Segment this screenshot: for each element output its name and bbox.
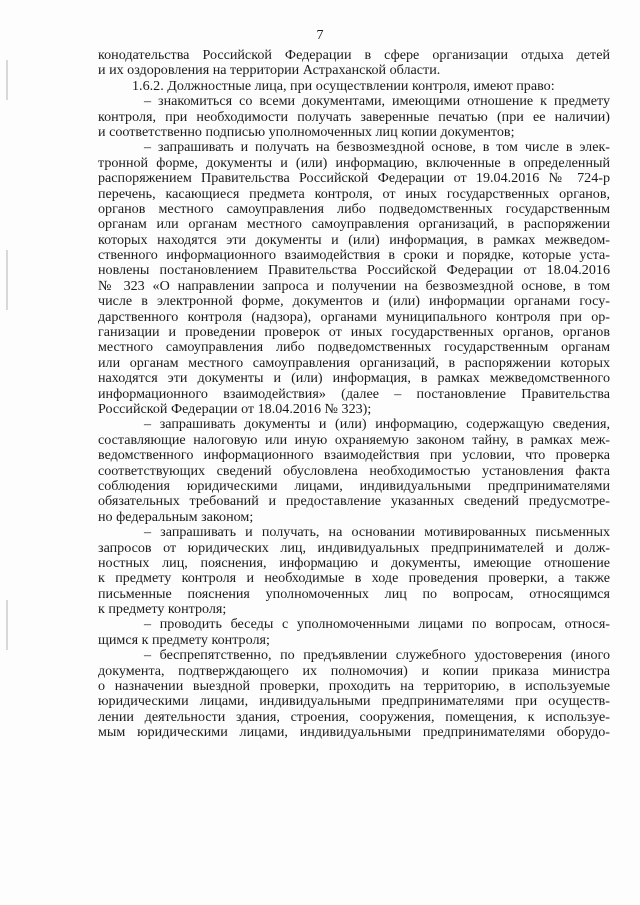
text-line: соответствующих сведений обусловлена необходимостью установления факта xyxy=(98,463,610,479)
text-line: соблюдения юридическими лицами, индивидуальными предпринимателями xyxy=(98,478,610,494)
text-line: местного самоуправления либо подведомственных государственным органам xyxy=(98,340,610,356)
text-line: перечень, касающиеся предмета контроля, от иных государственных органов, xyxy=(98,186,610,202)
text-line: находятся эти документы и (или) информация, в рамках межведомственного xyxy=(98,371,610,387)
text-line: которых находятся эти документы и (или) информация, в рамках межведом- xyxy=(98,232,610,248)
text-line: – беспрепятственно, по предъявлении служебного удостоверения (иного xyxy=(144,648,610,664)
text-line: – запрашивать и получать на безвозмездной основе, в том числе в элек- xyxy=(144,140,610,156)
text-line: новлены постановлением Правительства Российской Федерации от 18.04.2016 xyxy=(98,263,610,279)
text-line: дарственного контроля (надзора), органами муниципального контроля при ор- xyxy=(98,309,610,325)
text-line: органам или органам местного самоуправления организаций, в распоряжении xyxy=(98,217,610,233)
text-line: но федеральным законом; xyxy=(98,509,254,525)
scan-margin-mark xyxy=(6,250,8,310)
text-line: – знакомиться со всеми документами, имеющими отношение к предмету xyxy=(144,94,610,110)
text-line: о назначении выездной проверки, проходить на территорию, в используемые xyxy=(98,679,610,695)
text-line: лении деятельности здания, строения, сооружения, помещения, к используе- xyxy=(98,709,610,725)
text-line: № 323 «О направлении запроса и получении на безвозмездной основе, в том xyxy=(98,278,610,294)
text-line: – проводить беседы с уполномоченными лицами по вопросам, относя- xyxy=(144,617,610,633)
text-line: юридическими лицами, индивидуальными предпринимателями при осуществ- xyxy=(98,694,610,710)
text-line: распоряжением Правительства Российской Федерации от 19.04.2016 № 724-р xyxy=(98,171,610,187)
text-line: составляющие налоговую или иную охраняемую законом тайну, в рамках меж- xyxy=(98,432,610,448)
text-line: 1.6.2. Должностные лица, при осуществлении контроля, имеют право: xyxy=(132,78,555,94)
text-line: информационного взаимодействия» (далее – постановление Правительства xyxy=(98,386,610,402)
text-line: письменные пояснения уполномоченных лиц по вопросам, относящимся xyxy=(98,586,610,602)
page-number: 7 xyxy=(316,28,324,43)
text-line: контроля, при необходимости получать заверенные печатью (при ее наличии) xyxy=(98,109,610,125)
text-line: органов местного самоуправления либо подведомственных государственным xyxy=(98,201,610,217)
text-line: тронной форме, документы и (или) информацию, включенные в определенный xyxy=(98,155,610,171)
text-line: числе в электронной форме, документов и (или) информации органами госу- xyxy=(98,294,610,310)
text-line: ностных лиц, пояснения, информацию и документы, имеющие отношение xyxy=(98,555,610,571)
text-line: к предмету контроля и необходимые в ходе проведения проверки, а также xyxy=(98,571,610,587)
text-line: – запрашивать и получать, на основании мотивированных письменных xyxy=(144,525,610,541)
text-line: мым юридическими лицами, индивидуальными предпринимателями оборудо- xyxy=(98,725,610,741)
scan-margin-mark xyxy=(6,600,8,650)
scan-margin-mark xyxy=(6,60,8,100)
text-line: к предмету контроля; xyxy=(98,602,227,618)
text-line: и их оздоровления на территории Астраханской области. xyxy=(98,63,441,79)
text-line: конодательства Российской Федерации в сфере организации отдыха детей xyxy=(98,48,610,63)
text-line: и соответственно подписью уполномоченных лиц копии документов; xyxy=(98,124,515,140)
text-line: ганизации и проведении проверок от иных государственных органов, органов xyxy=(98,325,610,341)
text-line: или органам местного самоуправления организаций, в распоряжении которых xyxy=(98,355,610,371)
text-line: Российской Федерации от 18.04.2016 № 323); xyxy=(98,401,372,417)
text-line: запросов от юридических лиц, индивидуальных предпринимателей и долж- xyxy=(98,540,610,556)
text-line: документа, подтверждающего их полномочия) и копии приказа министра xyxy=(98,663,610,679)
text-line: обязательных требований и предоставление указанных сведений предусмотре- xyxy=(98,494,610,510)
document-body xyxy=(98,48,610,741)
text-line: щимся к предмету контроля; xyxy=(98,632,270,648)
text-line: ведомственного информационного взаимодействия при условии, что проверка xyxy=(98,448,610,464)
text-line: – запрашивать документы и (или) информацию, содержащую сведения, xyxy=(144,417,610,433)
text-line: ственного информационного взаимодействия в сроки и порядке, которые уста- xyxy=(98,248,610,264)
